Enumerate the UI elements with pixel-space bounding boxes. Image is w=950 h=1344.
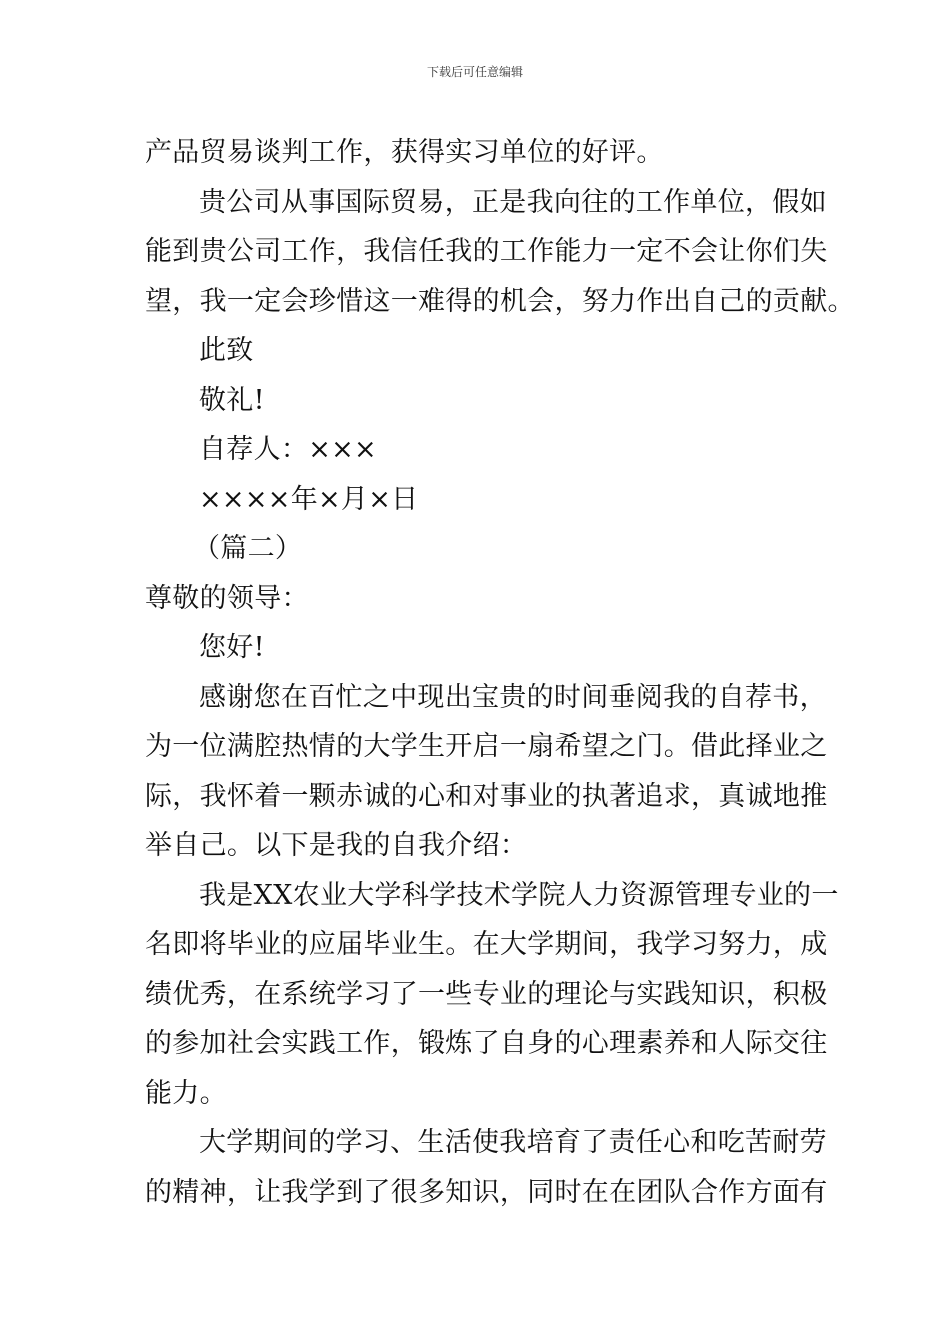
text-line: 感谢您在百忙之中现出宝贵的时间垂阅我的自荐书， [199,681,827,713]
signature-line: 自荐人：××× [199,434,377,465]
date-line: ××××年×月×日 [199,483,419,515]
text-line: 的精神，让我学到了很多知识，同时在在团队合作方面有 [145,1176,828,1208]
text-line: 望，我一定会珍惜这一难得的机会，努力作出自己的贡献。 [145,285,855,317]
greeting-recipient: 尊敬的领导： [145,582,309,614]
text-line: 的参加社会实践工作，锻炼了自身的心理素养和人际交往 [145,1028,828,1059]
page-header: 下载后可任意编辑 [426,65,523,79]
text-line: 能到贵公司工作，我信任我的工作能力一定不会让你们失 [145,236,828,267]
greeting: 您好! [199,632,265,663]
text-line: 产品贸易谈判工作，获得实习单位的好评。 [145,137,664,168]
closing-regards: 敬礼! [199,384,265,416]
text-line: 名即将毕业的应届毕业生。在大学期间，我学习努力，成 [145,929,828,960]
text-line: 贵公司从事国际贸易，正是我向往的工作单位，假如 [199,186,827,218]
text-line: 能力。 [145,1077,227,1109]
text-line: 际，我怀着一颗赤诚的心和对事业的执著追求，真诚地推 [145,780,828,812]
text-line: 举自己。以下是我的自我介绍： [145,830,528,861]
text-line: 我是XX农业大学科学技术学院人力资源管理专业的一 [199,879,839,911]
closing-salutation: 此致 [199,335,254,366]
document-body [145,128,855,1217]
text-line: 大学期间的学习、生活使我培育了责任心和吃苦耐劳 [199,1127,827,1158]
section-heading: （篇二） [193,533,303,564]
text-line: 绩优秀，在系统学习了一些专业的理论与实践知识，积极 [145,978,828,1010]
text-line: 为一位满腔热情的大学生开启一扇希望之门。借此择业之 [145,731,828,762]
